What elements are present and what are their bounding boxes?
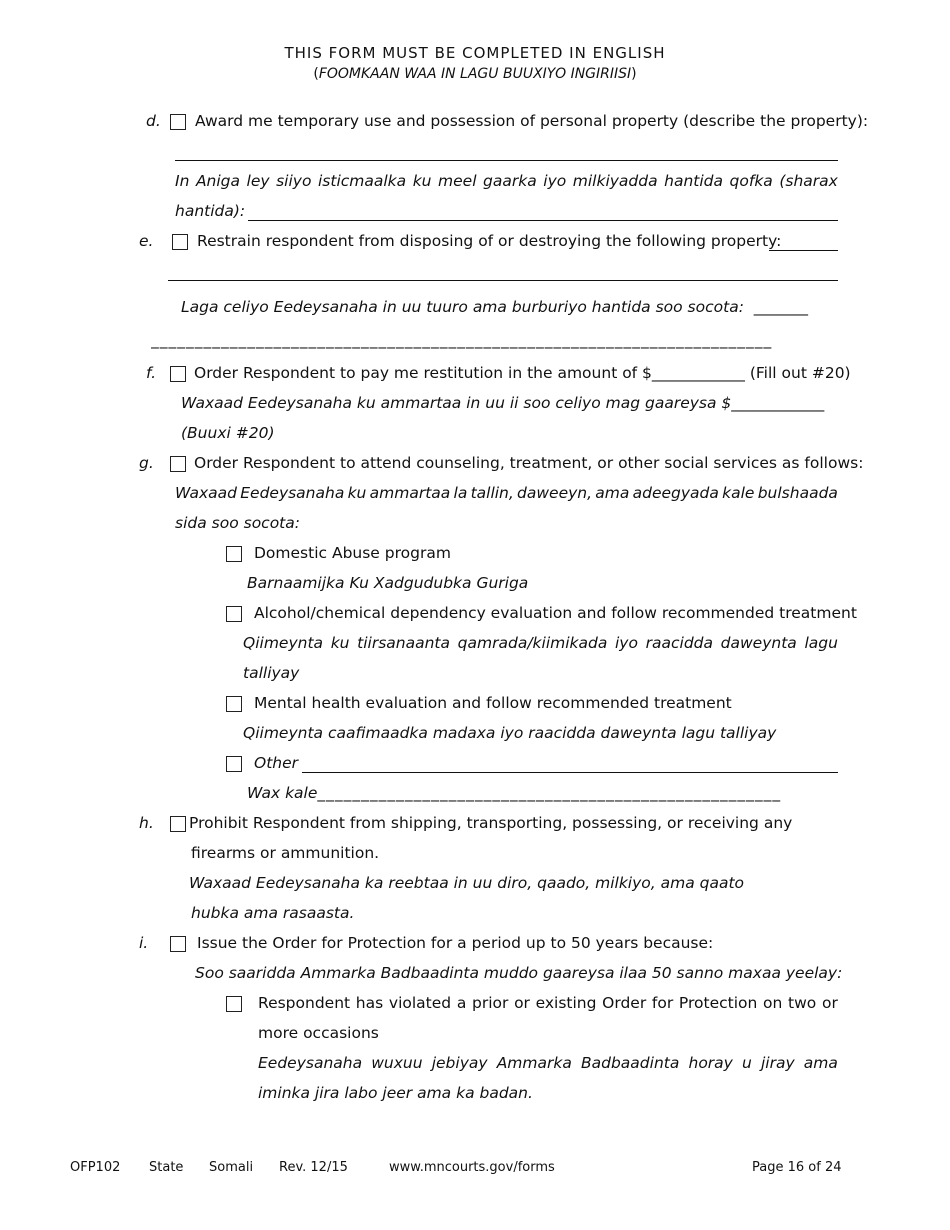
item-d-describe-line[interactable] <box>175 160 838 161</box>
word: isticmaalka <box>317 172 407 190</box>
word: wuxuu <box>371 1054 423 1072</box>
option-prior-violation-checkbox[interactable] <box>226 996 242 1012</box>
word: ama <box>803 1054 838 1072</box>
item-h-text-2: firearms or ammunition. <box>191 844 380 862</box>
item-g-somali-end: sida soo socota: <box>175 514 300 532</box>
word: u <box>742 1054 752 1072</box>
option-other-line[interactable] <box>302 772 838 773</box>
word: Qiimeynta <box>243 634 324 652</box>
item-f-label: f. <box>146 364 157 382</box>
item-h-checkbox[interactable] <box>170 816 186 832</box>
option-mental-health-text: Mental health evaluation and follow recommended treatment <box>254 694 732 712</box>
option-domestic-abuse-text: Domestic Abuse program <box>254 544 451 562</box>
word: Eedeysanaha <box>258 1054 363 1072</box>
option-domestic-abuse-checkbox[interactable] <box>226 546 242 562</box>
word: qofka <box>729 172 773 190</box>
word: la <box>453 484 468 502</box>
word: on <box>763 994 783 1012</box>
item-g-checkbox[interactable] <box>170 456 186 472</box>
word: ku <box>347 484 367 502</box>
footer-page-number: Page 16 of 24 <box>752 1160 842 1175</box>
word: bulshaada <box>757 484 838 502</box>
word: daweeyn, <box>517 484 593 502</box>
item-e-text: Restrain respondent from disposing of or destroying the following property: <box>197 232 782 250</box>
item-i-somali: Soo saaridda Ammarka Badbaadinta muddo gaareysa ilaa 50 sanno maxaa yeelay: <box>195 964 843 982</box>
word: meel <box>438 172 477 190</box>
item-d-checkbox[interactable] <box>170 114 186 130</box>
form-language-notice-somali: (FOOMKAAN WAA IN LAGU BUUXIYO INGIRIISI) <box>313 66 637 82</box>
option-chemical-dependency-text: Alcohol/chemical dependency evaluation and follow recommended treatment <box>254 604 857 622</box>
option-mental-health-somali: Qiimeynta caafimaadka madaxa iyo raacidda daweynta lagu talliyay <box>243 724 777 742</box>
item-e-somali: Laga celiyo Eedeysanaha in uu tuuro ama burburiyo hantida soo socota: _______ <box>181 298 809 316</box>
item-g-label: g. <box>139 454 154 472</box>
option-chemical-dependency-somali-end: talliyay <box>243 664 300 682</box>
word: kale <box>722 484 755 502</box>
option-other-somali: Wax kale_____________________________________________________ <box>247 786 782 802</box>
item-h-text: Prohibit Respondent from shipping, transporting, possessing, or receiving any <box>189 814 793 832</box>
word: daweynta <box>720 634 797 652</box>
word: horay <box>688 1054 733 1072</box>
item-f-checkbox[interactable] <box>170 366 186 382</box>
item-g-somali <box>175 486 838 502</box>
form-language-notice: THIS FORM MUST BE COMPLETED IN ENGLISH <box>284 44 666 62</box>
item-h-label: h. <box>139 814 154 832</box>
item-f-somali-end: (Buuxi #20) <box>181 424 275 442</box>
word: hantida <box>664 172 724 190</box>
word: ammartaa <box>369 484 451 502</box>
item-d-somali <box>175 174 838 190</box>
word: violated <box>388 994 452 1012</box>
item-h-somali-2: hubka ama rasaasta. <box>191 904 355 922</box>
word: milkiyadda <box>572 172 658 190</box>
item-h-somali: Waxaad Eedeysanaha ka reebtaa in uu diro, qaado, milkiyo, ama qaato <box>189 874 745 892</box>
word: qamrada/kiimikada <box>457 634 608 652</box>
word: jiray <box>760 1054 795 1072</box>
item-e-dash-line: _______________________________________________________________________ <box>151 333 773 349</box>
item-i-checkbox[interactable] <box>170 936 186 952</box>
word: ama <box>595 484 630 502</box>
footer-form-code: OFP102 <box>70 1160 121 1175</box>
item-i-text: Issue the Order for Protection for a period up to 50 years because: <box>197 934 714 952</box>
word: two <box>788 994 817 1012</box>
word: tiirsanaanta <box>357 634 451 652</box>
option-chemical-dependency-somali <box>243 636 838 652</box>
word: Ammarka <box>496 1054 572 1072</box>
footer-language: Somali <box>209 1160 254 1175</box>
item-e-property-line[interactable] <box>769 250 838 251</box>
word: Protection <box>678 994 758 1012</box>
word: or <box>821 994 838 1012</box>
item-d-somali-line[interactable] <box>248 220 838 221</box>
item-e-label: e. <box>139 232 154 250</box>
item-f-text: Order Respondent to pay me restitution in the amount of $____________ (Fill out #20) <box>194 364 851 382</box>
word: gaarka <box>483 172 537 190</box>
word: iyo <box>543 172 567 190</box>
word: a <box>456 994 467 1012</box>
word: siiyo <box>276 172 312 190</box>
footer-url[interactable]: www.mncourts.gov/forms <box>389 1160 555 1175</box>
item-e-property-line-2[interactable] <box>168 280 838 281</box>
word: (sharax <box>779 172 838 190</box>
word: lagu <box>804 634 838 652</box>
item-f-somali: Waxaad Eedeysanaha ku ammartaa in uu ii soo celiyo mag gaareysa $____________ <box>181 394 825 412</box>
item-g-text: Order Respondent to attend counseling, treatment, or other social services as follows: <box>194 454 864 472</box>
word: existing <box>535 994 597 1012</box>
word: adeegyada <box>632 484 719 502</box>
word: Eedeysanaha <box>240 484 345 502</box>
item-i-label: i. <box>139 934 149 952</box>
option-other-checkbox[interactable] <box>226 756 242 772</box>
word: ku <box>330 634 350 652</box>
word: or <box>514 994 530 1012</box>
word: has <box>355 994 384 1012</box>
word: tallin, <box>470 484 514 502</box>
word: ley <box>246 172 270 190</box>
word: prior <box>472 994 509 1012</box>
option-prior-violation-somali-end: iminka jira labo jeer ama ka badan. <box>258 1084 533 1102</box>
word: raacidda <box>645 634 713 652</box>
word: Respondent <box>258 994 351 1012</box>
word: Badbaadinta <box>581 1054 680 1072</box>
word: for <box>651 994 674 1012</box>
item-d-label: d. <box>146 112 161 130</box>
option-prior-violation-somali <box>258 1056 838 1072</box>
option-chemical-dependency-checkbox[interactable] <box>226 606 242 622</box>
word: jebiyay <box>431 1054 488 1072</box>
word: Waxaad <box>175 484 237 502</box>
option-other-text: Other <box>254 754 299 772</box>
word: In <box>175 172 190 190</box>
footer-revision: Rev. 12/15 <box>279 1160 348 1175</box>
option-prior-violation-text <box>258 996 838 1012</box>
item-e-checkbox[interactable] <box>172 234 188 250</box>
word: ku <box>412 172 432 190</box>
word: iyo <box>615 634 638 652</box>
option-domestic-abuse-somali: Barnaamijka Ku Xadgudubka Guriga <box>247 574 529 592</box>
item-d-somali-end: hantida): <box>175 202 246 220</box>
word: Order <box>602 994 647 1012</box>
footer-state: State <box>149 1160 184 1175</box>
option-prior-violation-text-2: more occasions <box>258 1024 379 1042</box>
item-d-text: Award me temporary use and possession of personal property (describe the property): <box>195 112 869 130</box>
option-mental-health-checkbox[interactable] <box>226 696 242 712</box>
word: Aniga <box>195 172 241 190</box>
